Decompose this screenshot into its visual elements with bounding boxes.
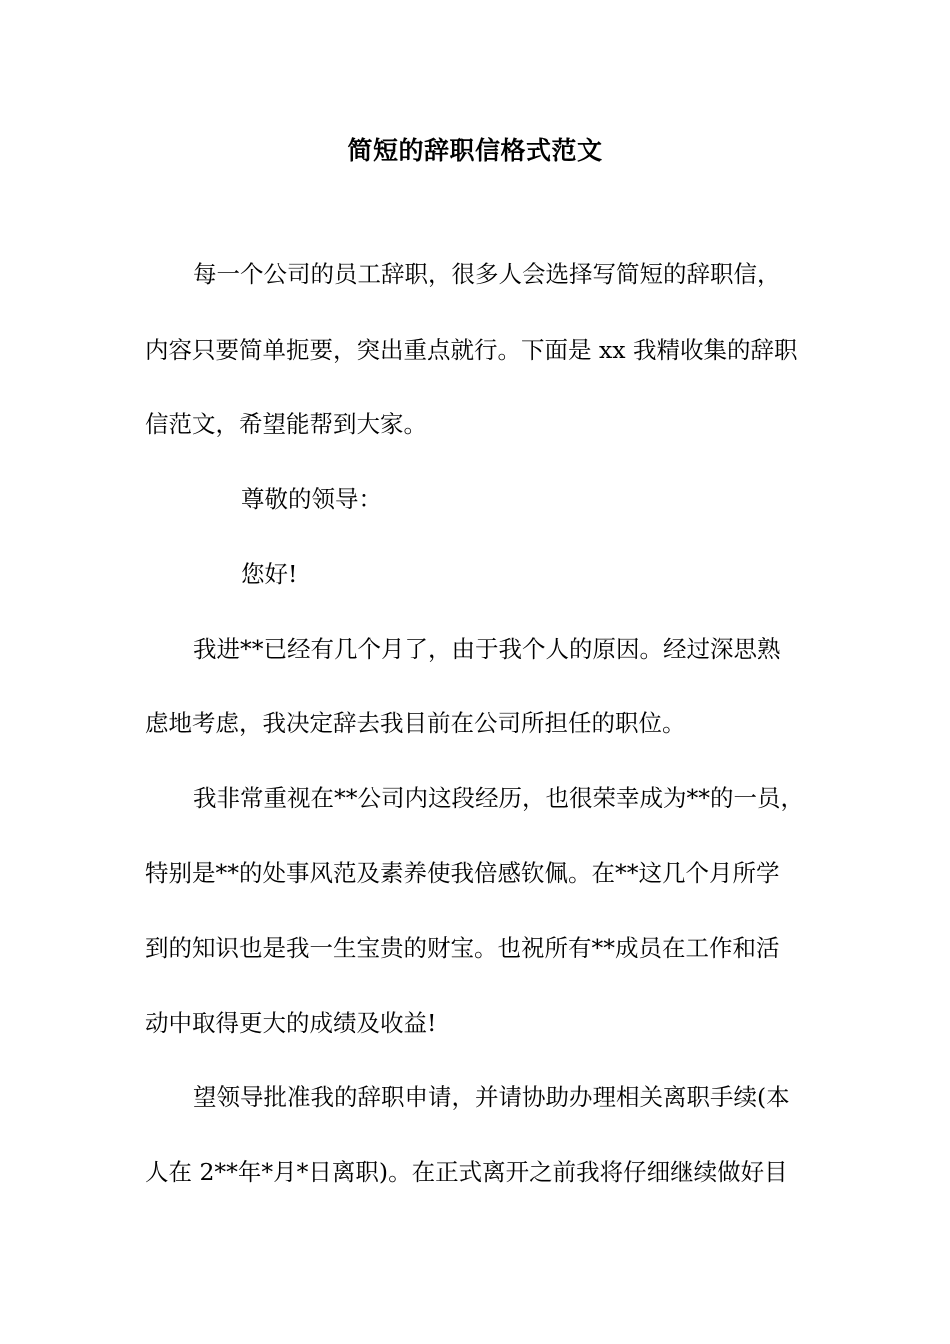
document-title: 简短的辞职信格式范文 [347,136,603,165]
paragraph-line: 信范文，希望能帮到大家。 [145,410,427,438]
paragraph-line: 我进**已经有几个月了，由于我个人的原因。经过深思熟 [193,635,781,663]
paragraph-line: 动中取得更大的成绩及收益! [145,1009,437,1037]
greeting-line: 您好! [241,560,298,588]
paragraph-line: 虑地考虑，我决定辞去我目前在公司所担任的职位。 [145,709,686,737]
paragraph-line: 每一个公司的员工辞职，很多人会选择写简短的辞职信， [193,260,781,288]
paragraph-line: 特别是**的处事风范及素养使我倍感钦佩。在**这几个月所学 [145,859,780,887]
paragraph-line: 内容只要简单扼要，突出重点就行。下面是 xx 我精收集的辞职 [145,336,798,364]
paragraph-line: 望领导批准我的辞职申请，并请协助办理相关离职手续(本 [193,1083,790,1111]
salutation-line: 尊敬的领导： [241,485,382,513]
paragraph-line: 我非常重视在**公司内这段经历，也很荣幸成为**的一员， [193,784,804,812]
paragraph-line: 人在 2**年*月*日离职)。在正式离开之前我将仔细继续做好目 [145,1158,788,1186]
paragraph-line: 到的知识也是我一生宝贵的财宝。也祝所有**成员在工作和活 [145,934,780,962]
